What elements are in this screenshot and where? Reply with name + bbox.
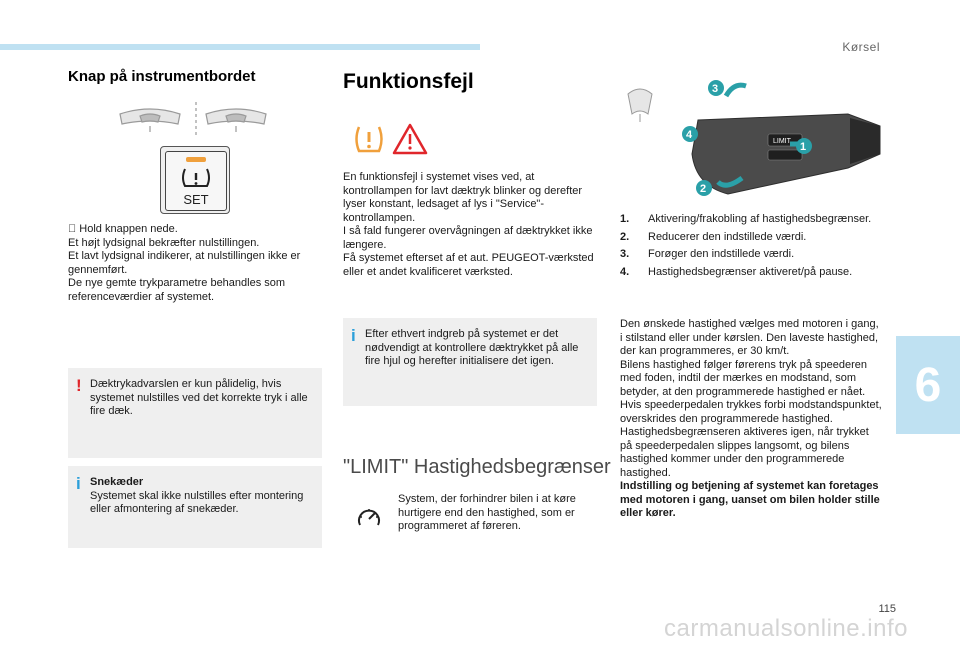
set-button-panel <box>160 146 230 214</box>
info-box-snow-chains: i Snekæder Systemet skal ikke nulstilles efter montering eller afmontering af snekæder. <box>68 466 322 548</box>
callout-2: 2 <box>700 183 707 195</box>
stalk-limit-label: LIMIT <box>773 138 791 145</box>
limiter-description: Den ønskede hastighed vælges med motoren i gang, i stilstand eller under kørslen. Den laveste hastighed, der kan programmeres, er 30 km/t. Bilens hastighed følger førerens tryk på speederen med foden, indtil der mærkes en modstand, som betyder, at den programmerede hastighed er nået. Hvis speederpedalen trykkes forbi modstandspunktet, overskrides den programmerede hastighed. Hastighedsbegrænseren aktiveres igen, når trykket på speederpedalen slippes langsomt, og bilens hastighed kommer under den programmerede hastighed. Indstilling og betjening af systemet kan foretages med motoren i gang, uanset om bilen holder stille eller kører. <box>620 318 882 519</box>
steering-wheel-illustration <box>112 100 282 140</box>
list-item: 4. Hastighedsbegrænser aktiveret/på pause. <box>620 265 853 278</box>
exclamation-icon: ! <box>76 376 82 395</box>
warning-box: ! Dæktrykadvarslen er kun pålidelig, hvis systemet nulstilles ved det korrekte tryk i alle fire dæk. <box>68 368 322 458</box>
section-label: Kørsel <box>842 40 880 54</box>
speed-limiter-icon <box>356 505 382 531</box>
button-led <box>186 157 206 162</box>
info-box-reinitialise: i Efter ethvert indgreb på systemet er det nødvendigt at kontrollere dæktrykket på alle fire hjul og herefter initialisere det igen. <box>343 318 597 406</box>
header-bar <box>0 44 480 50</box>
callout-1: 1 <box>800 141 807 153</box>
malfunction-heading: Funktionsfejl <box>343 70 474 93</box>
list-item: 1. Aktivering/frakobling af hastighedsbegrænser. <box>620 213 872 225</box>
malfunction-text: En funktionsfejl i systemet vises ved, at kontrollampen for lavt dæktryk blinker og derefter lyser konstant, ledsaget af lys i "Service"-kontrollampen. I så fald fungerer overvågningen af dæktrykket ikke længere. Få systemet efterset af et aut. PEUGEOT-værksted eller et andet kvalificeret værksted. <box>343 171 594 278</box>
tyre-warning-lamp-icon <box>352 124 386 154</box>
limiter-controls-list <box>620 213 890 283</box>
page-number: 115 <box>878 603 896 615</box>
tyre-pressure-icon <box>179 166 213 190</box>
callout-4: 4 <box>686 129 693 141</box>
left-heading: Knap på instrumentbordet <box>68 68 256 85</box>
set-button[interactable] <box>165 151 227 211</box>
list-item: 3. Forøger den indstillede værdi. <box>620 248 795 260</box>
list-item: 2. Reducerer den indstillede værdi. <box>620 230 807 243</box>
set-label: SET <box>183 192 209 207</box>
watermark: carmanualsonline.info <box>664 615 908 642</box>
speed-limiter-intro: System, der forhindrer bilen i at køre hurtigere end den hastighed, som er programmeret af føreren. <box>398 493 576 532</box>
left-instructions: Hold knappen nede. Et højt lydsignal bekræfter nulstillingen. Et lavt lydsignal indikerer, at nulstillingen ikke er gennemført. De nye gemte trykparametre behandles som referenceværdier af systemet. <box>68 223 301 303</box>
info-icon: i <box>351 326 356 345</box>
info-icon: i <box>76 474 81 493</box>
speed-limiter-heading: "LIMIT" Hastighedsbegrænser <box>343 456 611 478</box>
callout-3: 3 <box>712 83 719 95</box>
warning-triangle-icon <box>391 122 429 156</box>
limiter-stalk-illustration <box>618 74 890 202</box>
chapter-number: 6 <box>914 358 942 412</box>
